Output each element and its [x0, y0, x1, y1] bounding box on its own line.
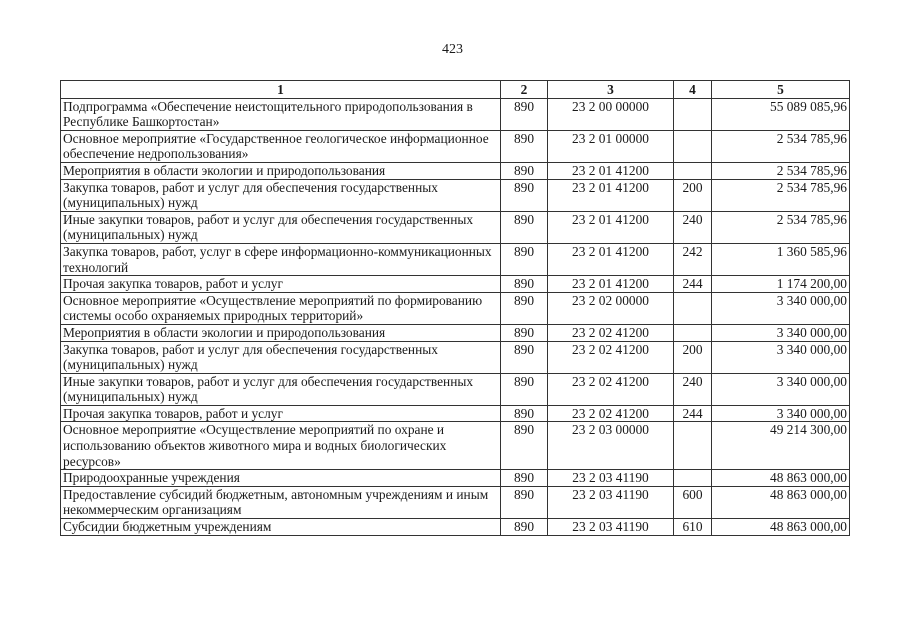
row-expense-type-cell: 240 [674, 211, 712, 243]
table-row [61, 162, 850, 179]
row-amount-cell: 2 534 785,96 [712, 130, 850, 162]
row-target-code-cell: 23 2 03 00000 [548, 422, 674, 470]
row-expense-type-cell [674, 324, 712, 341]
table-row [61, 243, 850, 275]
table-row [61, 470, 850, 487]
row-name-cell: Иные закупки товаров, работ и услуг для обеспечения государственных (муниципальных) нужд [61, 373, 501, 405]
row-code-cell: 890 [501, 486, 548, 518]
row-expense-type-cell: 200 [674, 179, 712, 211]
row-name-cell: Природоохранные учреждения [61, 470, 501, 487]
table-row [61, 276, 850, 293]
row-expense-type-cell [674, 162, 712, 179]
row-amount-cell: 48 863 000,00 [712, 486, 850, 518]
row-amount-cell: 2 534 785,96 [712, 211, 850, 243]
row-target-code-cell: 23 2 02 41200 [548, 341, 674, 373]
row-name-cell: Мероприятия в области экологии и природопользования [61, 324, 501, 341]
row-code-cell: 890 [501, 130, 548, 162]
row-name-cell: Предоставление субсидий бюджетным, автономным учреждениям и иным некоммерческим организациям [61, 486, 501, 518]
row-target-code-cell: 23 2 01 00000 [548, 130, 674, 162]
row-amount-cell: 48 863 000,00 [712, 519, 850, 536]
column-header-3: 3 [548, 81, 674, 99]
row-code-cell: 890 [501, 243, 548, 275]
table-header-row [61, 81, 850, 99]
row-target-code-cell: 23 2 01 41200 [548, 276, 674, 293]
row-target-code-cell: 23 2 02 41200 [548, 324, 674, 341]
row-target-code-cell: 23 2 02 00000 [548, 292, 674, 324]
row-code-cell: 890 [501, 211, 548, 243]
table-row [61, 341, 850, 373]
row-code-cell: 890 [501, 422, 548, 470]
row-expense-type-cell [674, 470, 712, 487]
column-header-5: 5 [712, 81, 850, 99]
row-name-cell: Прочая закупка товаров, работ и услуг [61, 405, 501, 422]
row-amount-cell: 3 340 000,00 [712, 405, 850, 422]
table-row [61, 292, 850, 324]
row-expense-type-cell [674, 130, 712, 162]
table-row [61, 422, 850, 470]
row-expense-type-cell: 244 [674, 276, 712, 293]
row-expense-type-cell: 242 [674, 243, 712, 275]
row-amount-cell: 1 360 585,96 [712, 243, 850, 275]
row-target-code-cell: 23 2 03 41190 [548, 470, 674, 487]
row-code-cell: 890 [501, 179, 548, 211]
row-name-cell: Прочая закупка товаров, работ и услуг [61, 276, 501, 293]
row-amount-cell: 48 863 000,00 [712, 470, 850, 487]
row-expense-type-cell: 244 [674, 405, 712, 422]
column-header-1: 1 [61, 81, 501, 99]
table-row [61, 211, 850, 243]
row-code-cell: 890 [501, 292, 548, 324]
row-code-cell: 890 [501, 324, 548, 341]
row-expense-type-cell [674, 98, 712, 130]
row-name-cell: Основное мероприятие «Осуществление мероприятий по формированию системы особо охраняемых природных территорий» [61, 292, 501, 324]
row-code-cell: 890 [501, 470, 548, 487]
row-amount-cell: 3 340 000,00 [712, 292, 850, 324]
row-code-cell: 890 [501, 98, 548, 130]
row-expense-type-cell: 610 [674, 519, 712, 536]
row-amount-cell: 3 340 000,00 [712, 341, 850, 373]
row-amount-cell: 2 534 785,96 [712, 179, 850, 211]
row-target-code-cell: 23 2 00 00000 [548, 98, 674, 130]
row-target-code-cell: 23 2 03 41190 [548, 486, 674, 518]
row-name-cell: Иные закупки товаров, работ и услуг для обеспечения государственных (муниципальных) нужд [61, 211, 501, 243]
row-amount-cell: 49 214 300,00 [712, 422, 850, 470]
row-amount-cell: 55 089 085,96 [712, 98, 850, 130]
row-name-cell: Закупка товаров, работ, услуг в сфере информационно-коммуникационных технологий [61, 243, 501, 275]
table-row [61, 519, 850, 536]
table-row [61, 324, 850, 341]
row-name-cell: Мероприятия в области экологии и природопользования [61, 162, 501, 179]
row-code-cell: 890 [501, 341, 548, 373]
row-expense-type-cell: 600 [674, 486, 712, 518]
row-target-code-cell: 23 2 02 41200 [548, 373, 674, 405]
row-name-cell: Закупка товаров, работ и услуг для обеспечения государственных (муниципальных) нужд [61, 179, 501, 211]
row-amount-cell: 1 174 200,00 [712, 276, 850, 293]
row-name-cell: Основное мероприятие «Государственное геологическое информационное обеспечение недропользования» [61, 130, 501, 162]
row-amount-cell: 3 340 000,00 [712, 373, 850, 405]
row-code-cell: 890 [501, 519, 548, 536]
row-target-code-cell: 23 2 01 41200 [548, 162, 674, 179]
budget-table [60, 80, 850, 536]
row-code-cell: 890 [501, 162, 548, 179]
row-name-cell: Закупка товаров, работ и услуг для обеспечения государственных (муниципальных) нужд [61, 341, 501, 373]
table-row [61, 130, 850, 162]
row-target-code-cell: 23 2 01 41200 [548, 211, 674, 243]
table-row [61, 98, 850, 130]
row-name-cell: Субсидии бюджетным учреждениям [61, 519, 501, 536]
column-header-4: 4 [674, 81, 712, 99]
row-amount-cell: 3 340 000,00 [712, 324, 850, 341]
row-code-cell: 890 [501, 373, 548, 405]
table-body [61, 98, 850, 535]
row-amount-cell: 2 534 785,96 [712, 162, 850, 179]
row-expense-type-cell: 240 [674, 373, 712, 405]
column-header-2: 2 [501, 81, 548, 99]
table-row [61, 179, 850, 211]
row-expense-type-cell: 200 [674, 341, 712, 373]
row-target-code-cell: 23 2 03 41190 [548, 519, 674, 536]
table-row [61, 373, 850, 405]
row-target-code-cell: 23 2 02 41200 [548, 405, 674, 422]
row-target-code-cell: 23 2 01 41200 [548, 179, 674, 211]
row-expense-type-cell [674, 292, 712, 324]
row-target-code-cell: 23 2 01 41200 [548, 243, 674, 275]
page-number: 423 [442, 42, 463, 57]
row-name-cell: Подпрограмма «Обеспечение неистощительного природопользования в Республике Башкортостан» [61, 98, 501, 130]
row-code-cell: 890 [501, 405, 548, 422]
row-code-cell: 890 [501, 276, 548, 293]
table-row [61, 486, 850, 518]
row-name-cell: Основное мероприятие «Осуществление мероприятий по охране и использованию объектов животного мира и водных биологических ресурсов» [61, 422, 501, 470]
row-expense-type-cell [674, 422, 712, 470]
table-row [61, 405, 850, 422]
